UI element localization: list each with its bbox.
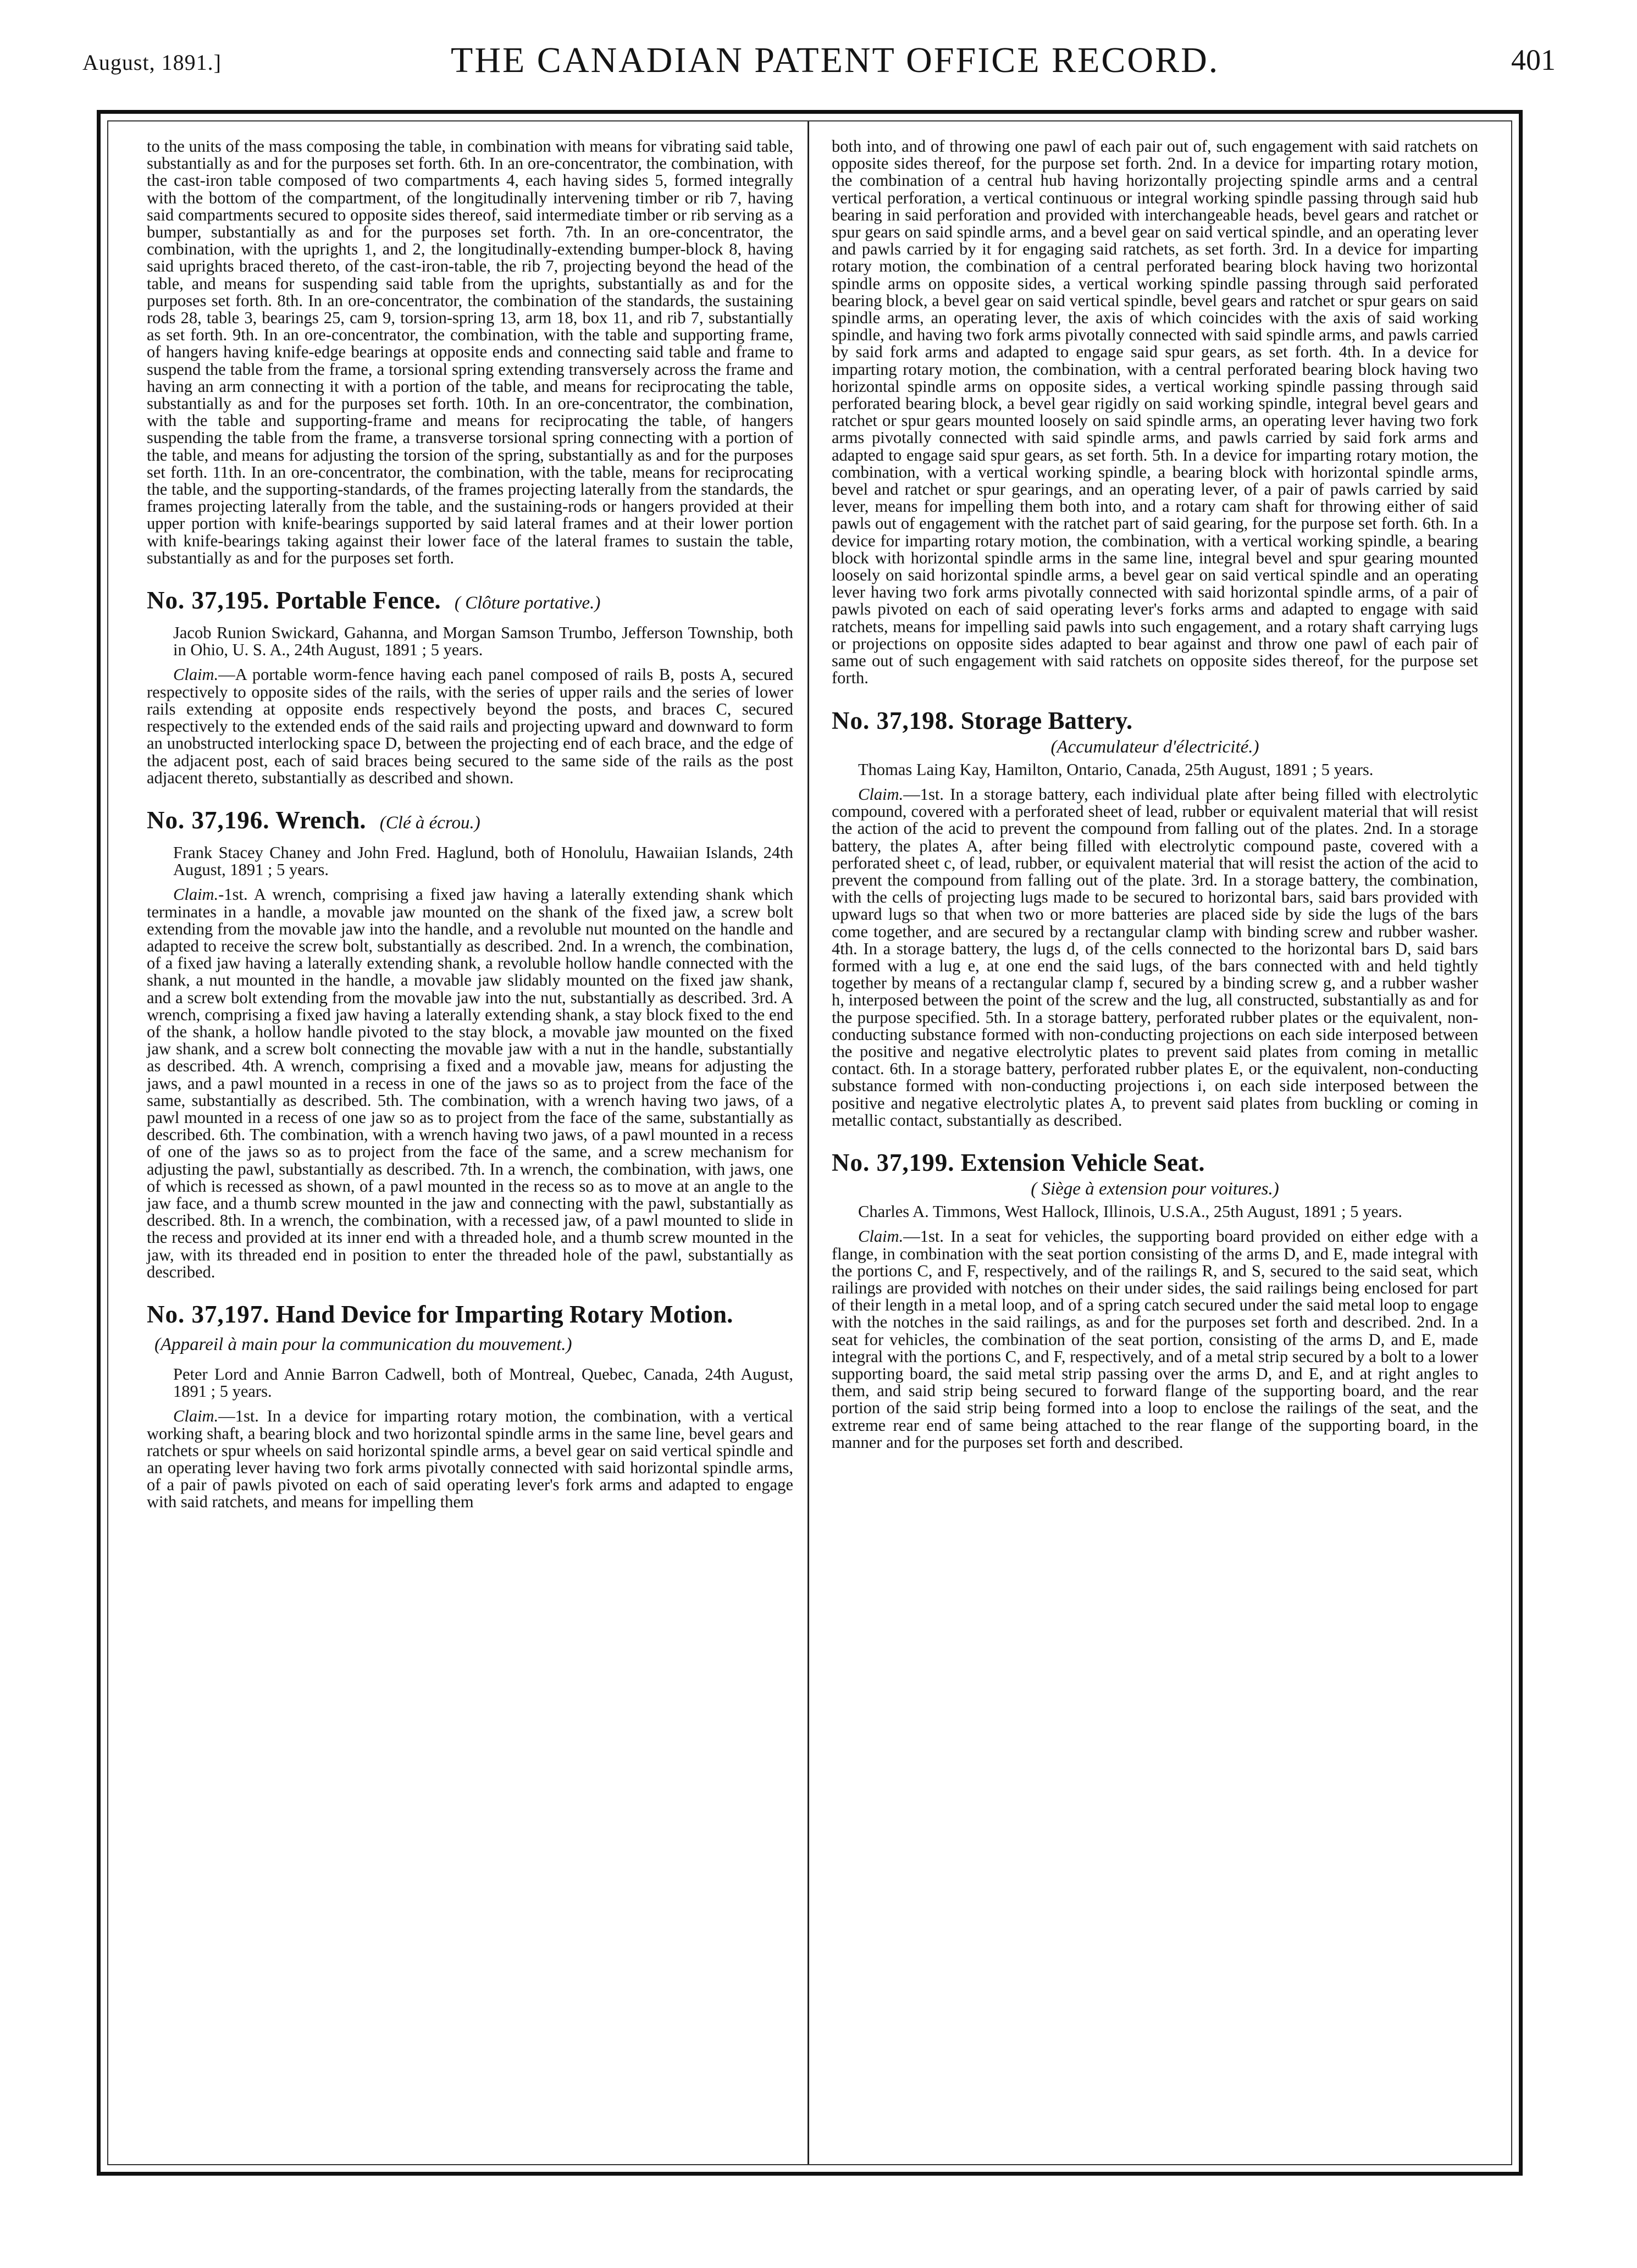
claim-label: Claim.: [173, 885, 219, 904]
patent-entry-37195: [147, 587, 793, 787]
patent-heading: [147, 806, 793, 837]
patent-title: Portable Fence.: [275, 587, 441, 615]
patent-heading: [147, 1301, 793, 1358]
patent-heading: [147, 587, 793, 617]
patent-title: Storage Battery.: [960, 706, 1133, 734]
continued-claims-text: to the units of the mass composing the table, in combination with means for vibrating said table, substantially as and for the purposes set forth. 6th. In an ore-concentrator, the combination, with the cast-iron table composed of two compartments 4, each having sides 5, formed integrally with the bottom of the compartment, of the longitudinally intervening timber or rib 7, having said compartments secured to opposite sides thereof, said intermediate timber or rib serving as a bumper, substantially as and for the purposes set forth. 7th. In an ore-concentrator, the combination, with the uprights 1, and 2, the longitudinally-extending bumper-block 8, having said uprights braced thereto, of the cast-iron-table, the rib 7, projecting beyond the head of the table, and means for suspending said table from the uprights, substantially as and for the purposes set forth. 8th. In an ore-concentrator, the combination of the standards, the sustaining rods 28, table 3, bearings 25, cam 9, torsion-spring 13, arm 18, box 11, and rib 7, substantially as set forth. 9th. In an ore-concentrator, the combination, with the table and supporting frame, of hangers having knife-edge bearings at opposite ends and connecting said table and frame to suspend the table from the frame, a torsional spring extending transversely across the frame and having an arm connecting it with a portion of the table, and means for reciprocating the table, substantially as and for the purposes set forth. 10th. In an ore-concentrator, the combination, with the table and supporting-frame and means for reciprocating the table, of hangers suspending the table from the frame, a transverse torsional spring connecting with a portion of the table, and means for adjusting the torsion of the spring, substantially as and for the purposes set forth. 11th. In an ore-concentrator, the combination, with the table, means for reciprocating the table, and the supporting-standards, of the frames projecting laterally from the standards, the frames projecting laterally from the table, and the sustaining-rods or hangers provided at their upper portion with knife-bearings supported by said lateral frames and at their lower portion with knife-bearings taking against their lower face of the lateral frames to sustain the table, substantially as and for the purposes set forth.: [147, 137, 793, 567]
patent-entry-37197: [147, 1301, 793, 1511]
claim-body: —1st. In a storage battery, each individual plate after being filled with electrolytic compound, covered with a perforated sheet of lead, rubber or equivalent material that will resist the action of the acid to prevent the compound from falling out of the plates. 2nd. In a storage battery, the plates A, after being filled with electrolytic compound paste, covered with a perforated sheet c, of lead, rubber, or equivalent material that will resist the action of the acid to prevent the compound from falling out of the plate. 3rd. In a storage battery, the combination, with the cells of projecting lugs made to be secured to horizontal bars, said bars provided with upward lugs so that when two or more batteries are placed side by side the lugs of the bars come together, and are secured by a rectangular clamp with binding screw and rubber washer. 4th. In a storage battery, the lugs d, of the cells connected to the horizontal bars D, said bars formed with a lug e, at one end the said lugs, of the bars connected with and held tightly together by means of a rectangular clamp f, secured by a binding screw g, and a rubber washer h, interposed between the point of the screw and the lug, all constructed, substantially as and for the purpose specified. 5th. In a storage battery, perforated rubber plates or the equivalent, non-conducting substance formed with non-conducting projections on each side interposed between the positive and negative electrolytic plates to prevent said plates from coming in metallic contact. 6th. In a storage battery, perforated rubber plates E, or the equivalent, non-conducting substance formed with non-conducting projections i, on each side interposed between the positive and negative electrolytic plates A, to prevent said plates from buckling or coming in metallic contact, substantially as described.: [832, 784, 1478, 1130]
claim-body: —1st. In a seat for vehicles, the supporting board provided on either edge with a flange, in combination with the seat portion consisting of the arms D, and E, made integral with the portions C, and F, respectively, and of the railings R, and S, secured to the said seat, which railings are provided with notches on their under sides, the said railings being enclosed for part of their length in a metal loop, and of a spring catch secured under the said metal loop to engage with the notches in the said railings, as and for the purposes set forth and described. 2nd. In a seat for vehicles, the combination of the seat portion, consisting of the arms D, and E, made integral with the portions C, and F, respectively, and of a metal strip secured by a bolt to a lower supporting board, the said metal strip passing over the arms D, and E, and at right angles to them, and said strip being secured to forward flange of the supporting board, and the rear portion of the said strip being formed into a loop to enclose the railings of the seat, and the extreme rear end of same being attached to the rear flange of the supporting board, in the manner and for the purposes set forth and described.: [832, 1227, 1478, 1452]
claim-label: Claim.: [173, 665, 219, 684]
patent-claim: [147, 886, 793, 1281]
continued-claims-text: both into, and of throwing one pawl of each pair out of, such engagement with said ratchets on opposite sides thereof, for the purpose set forth. 2nd. In a device for imparting rotary motion, the combination of a central hub having horizontally projecting spindle arms and a central vertical perforation, a vertical continuous or integral working spindle passing through said hub bearing in said perforation and provided with interchangeable heads, bevel gears and ratchet or spur gears on said spindle arms, and a bevel gear on said vertical spindle, and an operating lever and pawls carried by it for engaging said ratchets, as set forth. 3rd. In a device for imparting rotary motion, the combination of a central perforated bearing block having two horizontal spindle arms on opposite sides, a vertical working spindle passing through said perforated bearing block, a bevel gear on said vertical spindle, bevel gears and ratchet or spur gears on said spindle arms, an operating lever, the axis of which coincides with the axis of said working spindle, and having two fork arms pivotally connected with said spindle arms, and pawls carried by said fork arms and adapted to engage said spur gears, as set forth. 4th. In a device for imparting rotary motion, the combination, with a central perforated bearing block having two horizontal spindle arms on opposite sides, a vertical working spindle passing through said perforated bearing block, a bevel gear rigidly on said working spindle, integral bevel gears and ratchet or spur gears mounted loosely on said spindle arms, an operating lever having two fork arms pivotally connected with said spindle arms, and pawls carried by said fork arms and adapted to engage said spur gears, as set forth. 5th. In a device for imparting rotary motion, the combination, with a vertical working spindle, a bearing block with horizontal spindle arms, bevel and ratchet or spur gearings, and an operating lever, of a pair of pawls carried by said lever, means for impelling them both into, and a rotary cam shaft for throwing either of said pawls out of engagement with the ratchet part of said gearing, for the purpose set forth. 6th. In a device for imparting rotary motion, the combination, with a vertical working spindle, a bearing block with horizontal spindle arms in the same line, integral bevel and spur gearing mounted loosely on said horizontal spindle arms, a bevel gear on said vertical spindle and an operating lever having two fork arms pivotally connected with said horizontal spindle arms, of a pair of pawls pivoted on each of said operating lever's forks arms and adapted to engage with said ratchets, means for impelling said pawls into such engagement, and a rotary shaft carrying lugs or projections on opposite sides adapted to bear against and throw one pawl of each pair of same out of such engagement with said ratchets on opposite sides thereof, for the purpose set forth.: [832, 137, 1478, 688]
patent-number: No. 37,196.: [147, 806, 270, 834]
claim-label: Claim.: [858, 784, 904, 804]
page-number: 401: [1511, 43, 1556, 76]
patent-number: No. 37,197.: [147, 1300, 270, 1328]
claim-label: Claim.: [858, 1227, 904, 1246]
patent-entry-37199: [832, 1149, 1478, 1451]
claim-body: —A portable worm-fence having each panel composed of rails B, posts A, secured respectively to opposite sides of the rails, with the series of upper rails and the series of lower rails extending at opposite ends respectively beyond the posts, and braces C, secured respectively to the extended ends of the said rails and projecting upward and downward to form an unobstructed interlocking space D, between the projecting end of each brace, and the edge of the adjacent post, each of said braces being secured to the same side of the rails as the post adjacent thereto, substantially as described and shown.: [147, 665, 793, 787]
page-header: [82, 37, 1556, 81]
publication-title: THE CANADIAN PATENT OFFICE RECORD.: [451, 40, 1220, 80]
patent-french-title: (Clé à écrou.): [379, 812, 480, 833]
patent-number: No. 37,198.: [832, 706, 955, 734]
column-divider: [808, 121, 809, 2164]
patent-french-title: ( Clôture portative.): [454, 593, 601, 613]
patent-number: No. 37,195.: [147, 587, 270, 615]
patent-claim: [147, 666, 793, 786]
patent-heading: [832, 707, 1478, 734]
patent-french-title: (Appareil à main pour la communication du mouvement.): [154, 1334, 572, 1354]
patent-claim: [147, 1408, 793, 1511]
patent-entry-37196: [147, 806, 793, 1281]
patent-title: Hand Device for Imparting Rotary Motion.: [275, 1300, 733, 1328]
patent-heading: [832, 1149, 1478, 1176]
patent-grantee: Peter Lord and Annie Barron Cadwell, both of Montreal, Quebec, Canada, 24th August, 1891 ; 5 years.: [173, 1364, 793, 1401]
patent-title: Extension Vehicle Seat.: [960, 1148, 1205, 1176]
patent-number: No. 37,199.: [832, 1148, 955, 1176]
patent-grantee: Charles A. Timmons, West Hallock, Illinois, U.S.A., 25th August, 1891 ; 5 years.: [858, 1202, 1402, 1221]
patent-entry-37198: [832, 707, 1478, 1129]
patent-grantee: Frank Stacey Chaney and John Fred. Haglund, both of Honolulu, Hawaiian Islands, 24th August, 1891 ; 5 years.: [173, 843, 793, 879]
patent-claim: [832, 786, 1478, 1129]
patent-claim: [832, 1228, 1478, 1451]
page-frame: [97, 110, 1523, 2176]
right-column: [832, 138, 1478, 1451]
left-column: [147, 138, 793, 1511]
claim-label: Claim.: [173, 1407, 219, 1426]
header-date: August, 1891.]: [82, 50, 222, 75]
claim-body: -1st. A wrench, comprising a fixed jaw having a laterally extending shank which terminates in a handle, a movable jaw mounted on the shank of the fixed jaw, a screw bolt extending from the movable jaw into the handle, and a revoluble nut mounted on the handle and adapted to receive the screw bolt, substantially as described. 2nd. In a wrench, the combination, of a fixed jaw having a laterally extending shank, a revoluble hollow handle connected with the shank, a nut mounted in the handle, a movable jaw slidably mounted on the fixed jaw shank, and a screw bolt extending from the movable jaw into the nut, substantially as described. 3rd. A wrench, comprising a fixed jaw having a laterally extending shank, a stay block fixed to the end of the shank, a hollow handle pivoted to the stay block, a movable jaw mounted on the fixed jaw shank, and a screw bolt connecting the movable jaw with a nut in the handle, substantially as described. 4th. A wrench, comprising a fixed and a movable jaw, means for adjusting the jaws, and a pawl mounted in a recess in one of the jaws so as to project from the face of the same, substantially as described. 5th. The combination, with a wrench having two jaws, of a pawl mounted in a recess of one jaw so as to project from the face of the same, substantially as described. 6th. The combination, with a wrench having two jaws, of a pawl mounted in a recess of one of the jaws so as to project from the face of the same, and a screw mechanism for adjusting the pawl, substantially as described. 7th. In a wrench, the combination, with jaws, one of which is recessed as shown, of a pawl mounted in the recess so as to move at an angle to the jaw face, and a thumb screw mounted in the jaw and connecting with the pawl, substantially as described. 8th. In a wrench, the combination, with a recessed jaw, of a pawl mounted to slide in the recess and provided at its inner end with a threaded hole, and a thumb screw mounted in the jaw, with its threaded end in position to enter the threaded hole of the pawl, substantially as described.: [147, 885, 793, 1281]
patent-grantee: Jacob Runion Swickard, Gahanna, and Morgan Samson Trumbo, Jefferson Township, both in Ohio, U. S. A., 24th August, 1891 ; 5 years.: [173, 623, 793, 660]
patent-french-title: ( Siège à extension pour voitures.): [1031, 1179, 1279, 1199]
patent-grantee: Thomas Laing Kay, Hamilton, Ontario, Canada, 25th August, 1891 ; 5 years.: [858, 760, 1374, 779]
patent-title: Wrench.: [275, 806, 366, 834]
patent-french-title: (Accumulateur d'électricité.): [1050, 737, 1259, 757]
claim-body: —1st. In a device for imparting rotary motion, the combination, with a vertical working shaft, a bearing block and two horizontal spindle arms in the same line, bevel gears and ratchets or spur wheels on said horizontal spindle arms, a bevel gear on said vertical spindle and an operating lever having two fork arms pivotally connected with said horizontal spindle arms, of a pair of pawls pivoted on each of said operating lever's fork arms and adapted to engage with said ratchets, and means for impelling them: [147, 1407, 793, 1512]
